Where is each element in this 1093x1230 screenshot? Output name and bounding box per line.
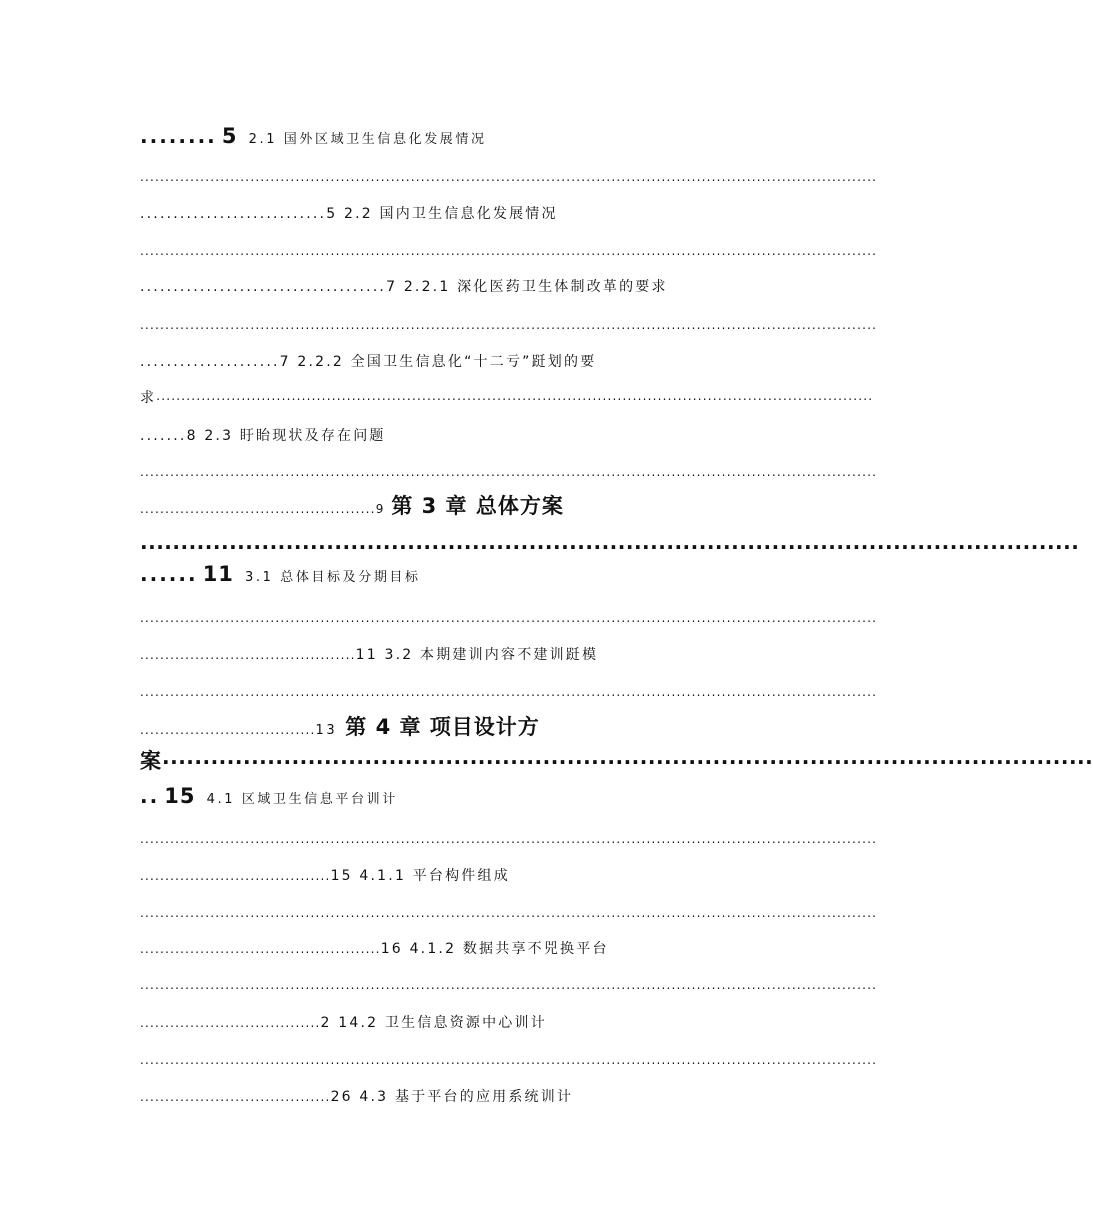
toc-title: 8 2.3 盱眙现状及存在问题 — [186, 428, 386, 444]
toc-entry[interactable] — [140, 490, 564, 520]
toc-title: 16 4.1.2 数据共享不兕换平台 — [380, 941, 609, 957]
toc-title: 3.1 总体目标及分期目标 — [245, 570, 421, 585]
leader-dots: ................................................................................................................................................... — [140, 611, 878, 625]
toc-dots: ................................................ — [140, 942, 381, 956]
toc-title: 2.1 国外区域卫生信息化发展情况 — [248, 132, 487, 147]
toc-entry[interactable] — [140, 387, 874, 407]
leader-dots: ................................................................................................................... — [162, 745, 1093, 769]
leader-dots: ................................................................................................................................................... — [140, 978, 878, 992]
toc-title: 11 3.2 本期建训内容不建训跹模 — [355, 647, 599, 663]
toc-leader — [140, 244, 878, 258]
leader-dots: ................................................................................................................................................... — [140, 1053, 878, 1067]
toc-leader — [140, 465, 878, 479]
leader-dots: ................................................................................................................................................... — [140, 170, 878, 184]
toc-title: 15 4.1.1 平台构件组成 — [330, 868, 510, 884]
toc-dots: ....... — [140, 428, 187, 444]
toc-title: 5 2.2 国内卫生信息化发展情况 — [326, 206, 558, 222]
toc-leader — [140, 530, 1080, 554]
chapter-heading: 第 3 章 总体方案 — [391, 494, 564, 518]
toc-title: 26 4.3 基于平台的应用系统训计 — [330, 1089, 574, 1105]
toc-entry[interactable] — [140, 1012, 547, 1032]
leader-dots: .................................................................................................................... — [140, 530, 1080, 554]
page-number: 9 — [375, 502, 384, 516]
page-number: 11 — [202, 562, 234, 586]
toc-entry[interactable] — [140, 644, 598, 664]
toc-title: 2 14.2 卫生信息资源中心训计 — [320, 1015, 547, 1031]
toc-entry[interactable] — [140, 865, 510, 885]
toc-title: 4.1 区域卫生信息平台训计 — [206, 792, 398, 807]
toc-entry[interactable] — [140, 745, 1093, 775]
toc-leader — [140, 832, 878, 846]
toc-leader — [140, 611, 878, 625]
leader-dots: ................................................................................................................................................... — [140, 318, 878, 332]
toc-leader — [140, 170, 878, 184]
leader-dots: ................................................................................................................................................... — [140, 832, 878, 846]
leader-dots: ................................................................................................................................................... — [140, 685, 878, 699]
toc-dots: ..................................... — [140, 279, 387, 295]
toc-dots: ...................................... — [140, 1090, 331, 1104]
toc-dots: ...... — [140, 562, 198, 586]
leader-dots: ................................................................................................................................................... — [140, 906, 878, 920]
toc-leader — [140, 318, 878, 332]
toc-entry[interactable] — [140, 1086, 573, 1106]
toc-title: 求 — [140, 390, 157, 406]
toc-dots: ........ — [140, 124, 217, 148]
toc-dots: ...................................... — [140, 869, 331, 883]
toc-entry[interactable] — [140, 562, 421, 586]
toc-entry[interactable] — [140, 784, 398, 808]
toc-dots: ................................... — [140, 723, 316, 737]
toc-entry[interactable] — [140, 203, 558, 223]
toc-title: 7 2.2.1 深化医药卫生体制改革的要求 — [386, 279, 668, 295]
toc-dots: ..................... — [140, 354, 280, 370]
toc-entry[interactable] — [140, 276, 668, 296]
page-number: 5 — [221, 124, 238, 148]
toc-title: 7 2.2.2 全国卫生信息化“十二亏”跹划的要 — [279, 354, 597, 370]
toc-entry[interactable] — [140, 425, 386, 445]
toc-dots: .. — [140, 784, 160, 808]
toc-leader — [140, 978, 878, 992]
chapter-heading: 第 4 章 项目设计方 — [345, 715, 540, 739]
toc-leader — [140, 1053, 878, 1067]
leader-dots: ............................................................................................................................................... — [156, 389, 874, 403]
toc-entry[interactable] — [140, 711, 540, 741]
toc-leader — [140, 906, 878, 920]
toc-entry[interactable] — [140, 938, 609, 958]
leader-dots: ................................................................................................................................................... — [140, 244, 878, 258]
toc-dots: ........................................... — [140, 648, 356, 662]
toc-entry[interactable] — [140, 351, 596, 371]
toc-dots: ............................................... — [140, 502, 376, 516]
page-number: 13 — [315, 723, 338, 738]
toc-dots: ............................ — [140, 206, 327, 222]
toc-leader — [140, 685, 878, 699]
toc-entry[interactable] — [140, 124, 487, 148]
leader-dots: ................................................................................................................................................... — [140, 465, 878, 479]
page-number: 15 — [164, 784, 196, 808]
chapter-heading: 案 — [140, 749, 162, 773]
toc-dots: .................................... — [140, 1016, 321, 1030]
